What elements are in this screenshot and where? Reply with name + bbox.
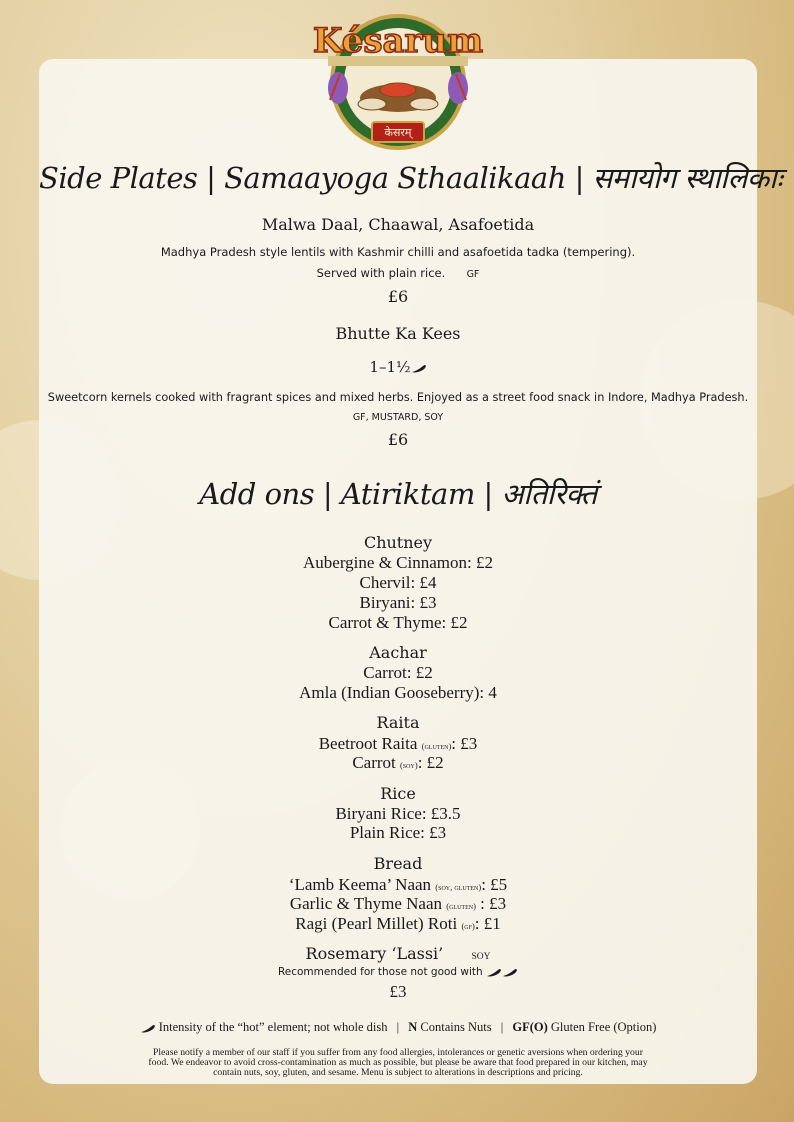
svg-text:केसरम्: केसरम्: [384, 126, 412, 139]
item-price: : £5: [481, 875, 508, 894]
item-name: Carrot: [352, 753, 396, 772]
chili-icon: [140, 1024, 156, 1033]
addon-item: Plain Rice: £3: [349, 823, 447, 842]
legend-gf-code: GF(O): [512, 1020, 548, 1034]
side-plates-title: Side Plates | Samaayoga Sthaalikaah | समायोग स्थालिकाः: [39, 161, 782, 195]
heat-value: 1–1½: [369, 358, 411, 376]
item-name: Beetroot Raita: [318, 734, 418, 753]
section-heading-aachar: Aachar: [369, 643, 427, 662]
heat-rating: [39, 358, 757, 376]
item-name: Garlic & Thyme Naan: [289, 894, 443, 913]
addon-item: [39, 894, 757, 916]
section-heading-bread: Bread: [373, 854, 423, 873]
allergen-tag: GF: [466, 269, 480, 280]
kesarum-logo: [300, 4, 496, 150]
add-ons-title: Add ons | Atiriktam | अतिरिक्तं: [199, 477, 597, 511]
legend-nuts: Contains Nuts: [420, 1020, 492, 1034]
lassi-note-text: Recommended for those not good with: [277, 966, 483, 978]
dish-description-line2: [39, 266, 757, 280]
dish-description: Sweetcorn kernels cooked with fragrant spices and mixed herbs. Enjoyed as a street food snack in Indore, Madhya Pradesh.: [47, 391, 749, 404]
legend-divider: |: [500, 1020, 504, 1034]
allergy-notice-line: Please notify a member of our staff if you suffer from any food allergies, intolerances or genetic aversions when ordering your: [153, 1047, 643, 1058]
addon-item: Carrot: £2: [363, 663, 433, 682]
item-name: ‘Lamb Keema’ Naan: [288, 875, 432, 894]
legend-nuts-code: N: [408, 1020, 418, 1034]
addon-item: Biryani: £3: [359, 593, 437, 612]
allergen-tag: (soy): [400, 760, 418, 770]
item-price: : £1: [474, 914, 501, 933]
allergen-tag: (soy, gluten): [435, 882, 482, 892]
legend: [39, 1020, 757, 1035]
allergen-tag: SOY: [471, 952, 491, 962]
item-price: : £3: [451, 734, 478, 753]
addon-item: Biryani Rice: £3.5: [335, 804, 461, 823]
dish-description-text: Served with plain rice.: [316, 266, 446, 280]
allergen-tag: (gluten): [446, 901, 476, 911]
addon-item: [39, 753, 757, 775]
item-price: : £3: [475, 894, 507, 913]
dish-name: Bhutte Ka Kees: [335, 324, 461, 343]
legend-heat: Intensity of the “hot” element; not whole dish: [158, 1020, 388, 1034]
section-heading-raita: Raita: [376, 713, 420, 732]
chili-icon: [411, 364, 427, 373]
addon-item: Aubergine & Cinnamon: £2: [303, 553, 493, 572]
dish-name: Malwa Daal, Chaawal, Asafoetida: [261, 215, 535, 234]
svg-text:Késarum: Késarum: [312, 21, 484, 61]
section-heading-lassi: [39, 944, 757, 963]
legend-divider: |: [396, 1020, 400, 1034]
section-heading-rice: Rice: [380, 784, 416, 803]
lassi-name: Rosemary ‘Lassi’: [305, 944, 444, 963]
legend-gf: Gluten Free (Option): [550, 1020, 657, 1034]
chili-icon: [502, 968, 518, 977]
addon-item: [39, 914, 757, 936]
allergen-tag: (gf): [461, 921, 475, 931]
lassi-note: [39, 966, 757, 978]
dish-price: £6: [387, 287, 409, 306]
item-price: : £2: [417, 753, 444, 772]
addon-item: Amla (Indian Gooseberry): 4: [299, 683, 497, 702]
lassi-price: £3: [389, 982, 407, 1001]
chili-icon: [486, 968, 502, 977]
section-heading-chutney: Chutney: [363, 533, 433, 552]
dish-price: £6: [387, 430, 409, 449]
dish-description: Madhya Pradesh style lentils with Kashmir chilli and asafoetida tadka (tempering).: [160, 245, 636, 259]
addon-item: Carrot & Thyme: £2: [328, 613, 468, 632]
allergen-tag: GF, MUSTARD, SOY: [352, 412, 444, 423]
item-name: Ragi (Pearl Millet) Roti: [295, 914, 458, 933]
allergy-notice-line: food. We endeavor to avoid cross-contamination as much as possible, but please be aware that food prepared in our kitchen, may: [148, 1057, 648, 1068]
addon-item: Chervil: £4: [359, 573, 437, 592]
allergy-notice-line: contain nuts, soy, gluten, and sesame. Menu is subject to alterations in descriptions and pricing.: [213, 1067, 583, 1078]
allergen-tag: (gluten): [421, 741, 452, 751]
